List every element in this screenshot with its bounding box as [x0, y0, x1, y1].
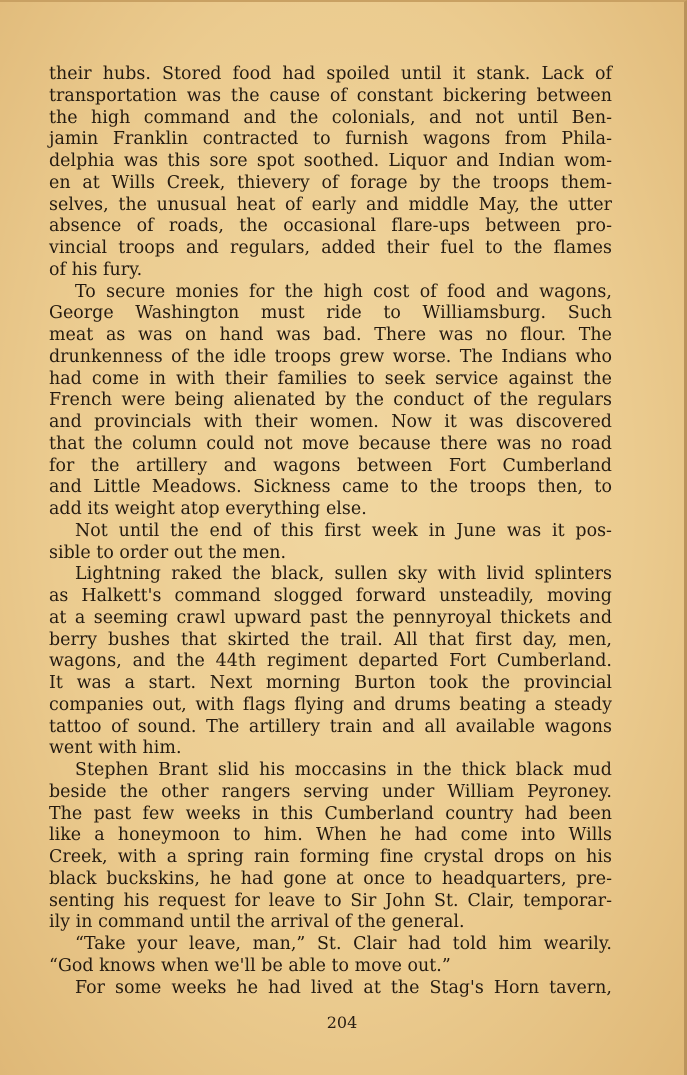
body-text — [49, 64, 612, 999]
text-line: companies out, with flags flying and drums beating a steady — [49, 694, 612, 715]
text-line: Creek, with a spring rain forming fine crystal drops on his — [49, 847, 612, 867]
text-line: had come in with their families to seek service against the — [49, 368, 612, 389]
text-line: George Washington must ride to Williamsburg. Such — [49, 303, 612, 324]
text-line: “Take your leave, man,” St. Clair had told him wearily. — [75, 934, 612, 954]
text-line: Not until the end of this first week in June was it pos- — [75, 520, 612, 541]
text-line: ily in command until the arrival of the general. — [49, 912, 465, 933]
text-line: vincial troops and regulars, added their fuel to the flames — [49, 238, 612, 258]
text-line: for the artillery and wagons between Fort Cumberland — [49, 455, 612, 476]
text-line: of his fury. — [49, 259, 143, 280]
text-line: It was a start. Next morning Burton took the provincial — [49, 673, 612, 693]
page-number: 204 — [326, 1013, 358, 1032]
text-line: sible to order out the men. — [49, 542, 287, 563]
text-line: like a honeymoon to him. When he had come into Wills — [49, 825, 612, 846]
text-line: wagons, and the 44th regiment departed Fort Cumberland. — [49, 651, 612, 672]
text-line: transportation was the cause of constant bickering between — [49, 85, 612, 106]
text-line: berry bushes that skirted the trail. All that first day, men, — [49, 629, 612, 650]
text-line: and provincials with their women. Now it was discovered — [49, 412, 612, 432]
text-line: For some weeks he had lived at the Stag's Horn tavern, — [75, 977, 612, 998]
text-line: at a seeming crawl upward past the pennyroyal thickets and — [49, 607, 612, 628]
text-line: senting his request for leave to Sir John St. Clair, temporar- — [49, 890, 612, 911]
text-line: the high command and the colonials, and not until Ben- — [49, 107, 612, 128]
text-line: beside the other rangers serving under William Peyroney. — [49, 781, 612, 802]
text-line: add its weight atop everything else. — [49, 499, 367, 519]
text-line: “God knows when we'll be able to move out.” — [49, 955, 451, 976]
text-line: as Halkett's command slogged forward unsteadily, moving — [49, 586, 612, 606]
text-line: meat as was on hand was bad. There was no flour. The — [49, 325, 612, 345]
text-line: that the column could not move because there was no road — [49, 433, 612, 454]
text-line: Stephen Brant slid his moccasins in the thick black mud — [75, 760, 612, 780]
text-line: went with him. — [49, 738, 182, 759]
text-line: absence of roads, the occasional flare-ups between pro- — [49, 216, 612, 237]
text-line: en at Wills Creek, thievery of forage by the troops them- — [49, 172, 612, 193]
text-line: and Little Meadows. Sickness came to the troops then, to — [49, 477, 612, 498]
text-line: their hubs. Stored food had spoiled until it stank. Lack of — [49, 64, 612, 84]
text-line: tattoo of sound. The artillery train and all available wagons — [49, 716, 612, 737]
text-line: jamin Franklin contracted to furnish wagons from Phila- — [49, 129, 612, 150]
text-line: drunkenness of the idle troops grew worse. The Indians who — [49, 346, 612, 367]
text-line: delphia was this sore spot soothed. Liquor and Indian wom- — [49, 151, 612, 171]
text-line: The past few weeks in this Cumberland country had been — [49, 803, 612, 824]
text-line: To secure monies for the high cost of food and wagons, — [75, 281, 612, 302]
text-line: French were being alienated by the conduct of the regulars — [49, 390, 612, 411]
text-line: Lightning raked the black, sullen sky with livid splinters — [75, 564, 612, 585]
text-line: selves, the unusual heat of early and middle May, the utter — [49, 194, 612, 215]
text-line: black buckskins, he had gone at once to headquarters, pre- — [49, 868, 612, 889]
